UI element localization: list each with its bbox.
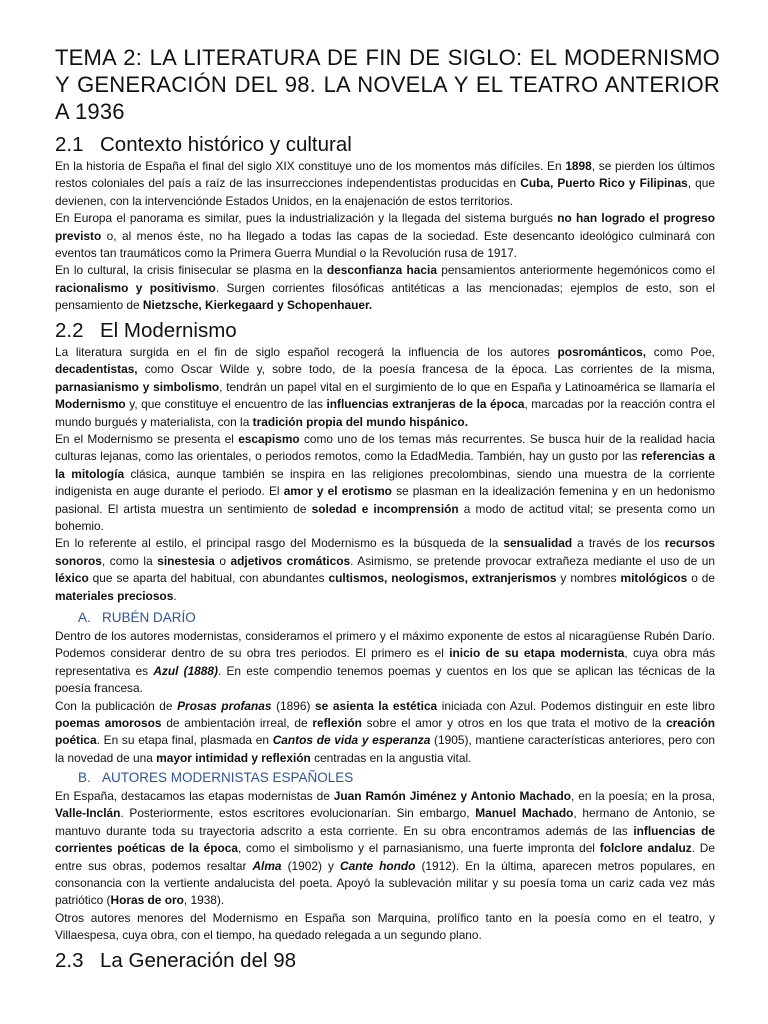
bold-text: creación poética [55,716,715,748]
paragraph: Con la publicación de Prosas profanas (1896) se asienta la estética iniciada con Azul. Podemos distinguir en este libro poemas amorosos de ambientación irreal, de reflexión sobre el amor y otros en los que trata el motivo de la creación poética. En su etapa final, plasmada en Cantos de vida y esperanza (1905), mantiene características anteriores, pero con la novedad de una mayor intimidad y reflexión centradas en la angustia vital. [55,698,715,765]
subsection-heading-ruben-dario [78,609,196,627]
subsection-letter: A. [78,610,91,625]
bold-text: cultismos, neologismos, extranjerismos [328,571,557,586]
bold-text: adjetivos cromáticos [230,553,351,568]
bold-text: Prosas profanas [177,698,272,713]
bold-text: mayor intimidad y reflexión [156,750,311,765]
section-title: El Modernismo [100,319,237,342]
bold-text: decadentistas, [55,362,138,377]
document-title: TEMA 2: LA LITERATURA DE FIN DE SIGLO: EL MODERNISMO Y GENERACIÓN DEL 98. LA NOVELA Y EL TEATRO ANTERIOR A 1936 [55,45,720,124]
section-heading-2-3 [55,948,296,974]
bold-text: escapismo [238,432,300,447]
bold-text: sinestesia [157,553,215,568]
paragraph: En Europa el panorama es similar, pues la industrialización y la llegada del sistema burgués no han logrado el progreso previsto o, al menos éste, no ha llegado a todas las capas de la sociedad. Este desencanto ideológico culminará con eventos tan traumáticos como la Primera Guerra Mundial o la Revolución rusa de 1917. [55,211,715,261]
bold-text: recursos sonoros [55,536,715,568]
bold-text: léxico [55,571,89,586]
subsection-title: AUTORES MODERNISTAS ESPAÑOLES [102,770,354,785]
section-title: La Generación del 98 [100,949,297,972]
bold-text: Juan Ramón Jiménez y Antonio Machado [333,789,572,803]
paragraph: Otros autores menores del Modernismo en España son Marquina, prolífico tanto en la poesía como en el teatro, y Villaespesa, cuya obra, con el tiempo, ha quedado relegada a un segundo plano. [55,910,715,943]
bold-text: sensualidad [503,536,573,551]
bold-text: Nietzsche, Kierkegaard y Schopenhauer. [142,298,373,313]
bold-text: Manuel Machado [475,806,574,821]
bold-text: Azul (1888) [153,663,218,678]
bold-text: Alma [252,858,282,873]
bold-text: soledad e incomprensión [311,501,459,516]
paragraph: En lo cultural, la crisis finisecular se plasma en la desconfianza hacia pensamientos anteriormente hegemónicos como el racionalismo y positivismo. Surgen corrientes filosóficas antitéticas a las mencionadas; ejemplos de esto, son el pensamiento de Nietzsche, Kierkegaard y Schopenhauer. [55,263,715,313]
bold-text: racionalismo y positivismo [55,280,216,295]
bold-text: tradición propia del mundo hispánico. [252,414,468,429]
paragraph: La literatura surgida en el fin de siglo español recogerá la influencia de los autores posrománticos, como Poe, decadentistas, como Oscar Wilde y, sobre todo, de la poesía francesa de la época. Las corrientes de la misma, parnasianismo y simbolismo, tendrán un papel vital en el surgimiento de lo que en España y Latinoamérica se llamaría el Modernismo y, que constituye el encuentro de las influencias extranjeras de la época, marcadas por la reacción contra el mundo burgués y materialista, con la tradición propia del mundo hispánico. [55,345,716,429]
bold-text: referencias a la mitología [55,449,715,481]
subsection-body-ruben-dario [55,628,715,767]
section-number: 2.1 [55,133,84,156]
bold-text: Horas de oro [110,893,184,908]
section-heading-2-1 [55,132,352,158]
bold-text: reflexión [312,716,362,731]
bold-text: materiales preciosos [55,588,174,603]
section-number: 2.3 [55,949,84,972]
subsection-title: RUBÉN DARÍO [102,610,196,625]
bold-text: amor y el erotismo [283,484,392,499]
subsection-letter: B. [78,770,91,785]
bold-text: Cante hondo [340,858,416,873]
bold-text: influencias extranjeras de la época [326,397,525,412]
paragraph: En la historia de España el final del siglo XIX constituye uno de los momentos más difíciles. En 1898, se pierden los últimos restos coloniales del país a raíz de las insurrecciones independentistas producidas en Cuba, Puerto Rico y Filipinas, que devienen, con la intervenciónde Estados Unidos, en la enajenación de estos territorios. [55,159,716,208]
bold-text: se asienta la estética [315,698,438,713]
bold-text: influencias de corrientes poéticas de la época [55,823,715,856]
bold-text: Modernismo [55,397,126,412]
section-number: 2.2 [55,319,84,342]
bold-text: poemas amorosos [55,716,162,731]
paragraph: Dentro de los autores modernistas, consideramos el primero y el máximo exponente de estos al nicaragüense Rubén Darío. Podemos considerar dentro de su obra tres periodos. El primero es el inicio de su etapa modernista, cuya obra más representativa es Azul (1888). En este compendio tenemos poemas y cuentos en los que se aplican las técnicas de la poesía francesa. [55,629,716,696]
bold-text: parnasianismo y simbolismo [55,379,220,394]
subsection-heading-autores-espanoles [78,769,353,787]
bold-text: desconfianza hacia [326,263,437,278]
bold-text: folclore andaluz [599,841,692,856]
section-body-2-1 [55,158,715,315]
bold-text: posrománticos, [557,345,647,359]
bold-text: Cantos de vida y esperanza [272,733,431,748]
bold-text: no han logrado el progreso previsto [55,211,715,243]
section-body-2-2 [55,344,715,605]
bold-text: 1898 [565,159,592,173]
bold-text: Valle-Inclán [55,806,121,821]
bold-text: Cuba, Puerto Rico y Filipinas [520,176,688,191]
paragraph: En el Modernismo se presenta el escapismo como uno de los temas más recurrentes. Se busca huir de la realidad hacia culturas lejanas, como las orientales, o periodos remotos, como la EdadMedia. También, hay un gusto por las referencias a la mitología clásica, aunque también se inspira en las religiones precolombinas, siendo una muestra de la corriente indigenista en auge durante el periodo. El amor y el erotismo se plasman en la idealización femenina y en un hedonismo pasional. El artista muestra un sentimiento de soledad e incomprensión a modo de actitud vital; se presenta como un bohemio. [55,432,716,534]
bold-text: mitológicos [620,571,688,586]
subsection-body-autores-espanoles [55,788,715,945]
paragraph: En España, destacamos las etapas modernistas de Juan Ramón Jiménez y Antonio Machado, en la poesía; en la prosa, Valle-Inclán. Posteriormente, estos escritores evolucionarían. Sin embargo, Manuel Machado, hermano de Antonio, se mantuvo durante toda su trayectoria adscrito a esta corriente. En su obra encontramos además de las influencias de corrientes poéticas de la época, como el simbolismo y el parnasianismo, una fuerte impronta del folclore andaluz. De entre sus obras, podemos resaltar Alma (1902) y Cante hondo (1912). En la última, aparecen metros populares, en consonancia con la vertiente andalucista del poeta. Apoyó la sublevación militar y su poesía toma un cariz cada vez más patriótico (Horas de oro, 1938). [55,789,715,908]
paragraph: En lo referente al estilo, el principal rasgo del Modernismo es la búsqueda de la sensualidad a través de los recursos sonoros, como la sinestesia o adjetivos cromáticos. Asimismo, se pretende provocar extrañeza mediante el uso de un léxico que se aparta del habitual, con abundantes cultismos, neologismos, extranjerismos y nombres mitológicos o de materiales preciosos. [55,536,715,603]
section-title: Contexto histórico y cultural [100,133,352,156]
section-heading-2-2 [55,318,237,344]
bold-text: inicio de su etapa modernista [449,646,625,661]
